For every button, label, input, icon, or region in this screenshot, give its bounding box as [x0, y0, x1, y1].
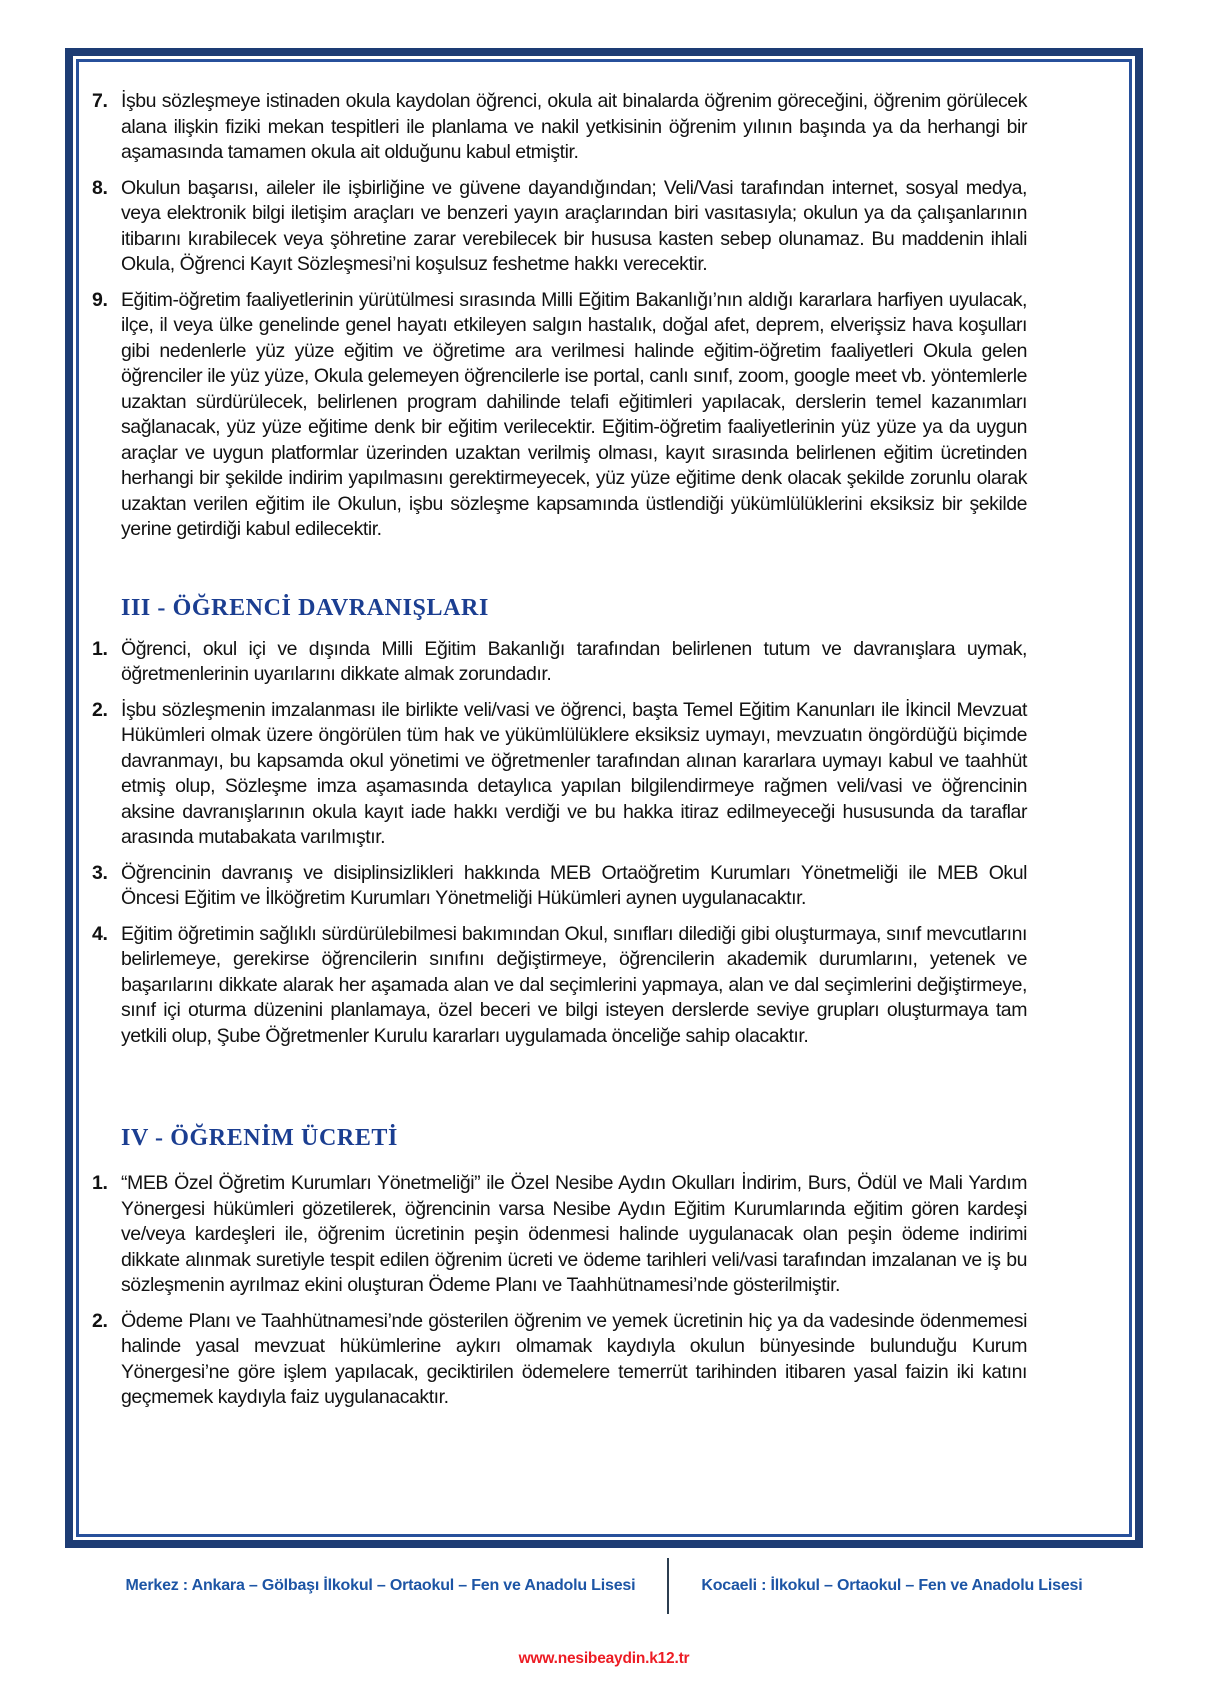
document-border-frame [65, 48, 1143, 1548]
student-behavior-clause-list [92, 637, 1027, 1050]
contract-clause [92, 89, 1027, 166]
clause-number: 2. [92, 1309, 108, 1332]
section-heading-tuition-fee: IV - ÖĞRENİM ÜCRETİ [121, 1125, 398, 1151]
clause-text: Eğitim-öğretim faaliyetlerinin yürütülmesi sırasında Milli Eğitim Bakanlığı’nın aldığı kararlara harfiyen uyulacak, ilçe, il veya ülke genelinde genel hayatı etkileyen salgın hastalık, doğal afet, deprem, elverişsiz hava koşulları gibi nedenlerle yüz yüze eğitim ve öğretime ara verilmesi halinde eğitim-öğretim faaliyetleri Okula gelen öğrenciler ile yüz yüze, Okula gelemeyen öğrencilerle ise portal, canlı sınıf, zoom, google meet vb. yöntemlerle uzaktan sürdürülecek, belirlenen program dahilinde telafi eğitimleri yapılacak, derslerin temel kazanımları sağlanacak, yüz yüze eğitime denk bir eğitim verilecektir. Eğitim-öğretim faaliyetlerinin yüz yüze ya da uygun araçlar ve uygun platformlar üzerinden uzaktan verilmiş olması, kayıt sırasında belirlenen eğitim ücretinden herhangi bir şekilde indirim yapılmasını gerektirmeyecek, yüz yüze eğitime denk olacak şekilde zorunlu olarak uzaktan verilen eğitim ile Okulun, işbu sözleşme kapsamında üstlendiği yükümlülüklerini eksiksiz bir şekilde yerine getirdiği kabul edilecektir. [121, 288, 1027, 540]
clause-number: 7. [92, 90, 108, 112]
contract-clause [92, 288, 1027, 543]
campus-footer [0, 1558, 1208, 1614]
clause-number: 2. [92, 698, 108, 721]
clause-text: İşbu sözleşmeye istinaden okula kaydolan öğrenci, okula ait binalarda öğrenim göreceğini, öğrenim görülecek alana ilişkin fiziki mekan tespitleri ile planlama ve nakil yetkisinin öğrenim yılının başında ya da herhangi bir aşamasında tamamen okula ait olduğunu kabul etmiştir. [121, 90, 1027, 163]
contract-clause [92, 637, 1027, 688]
contract-clause [92, 922, 1027, 1050]
clause-text: Okulun başarısı, aileler ile işbirliğine ve güvene dayandığından; Veli/Vasi tarafından internet, sosyal medya, veya elektronik bilgi iletişim araçları ve benzeri yayın araçlarından biri vasıtasıyla; okulun ya da çalışanlarının itibarını kırabilecek veya şöhretine zarar verebilecek bir hususa kasten sebep olunamaz. Bu maddenin ihlali Okula, Öğrenci Kayıt Sözleşmesi’ni koşulsuz feshetme hakkı verecektir. [121, 176, 1027, 275]
contract-clause [92, 1309, 1027, 1411]
contract-clause [92, 176, 1027, 278]
clause-text: Ödeme Planı ve Taahhütnamesi’nde gösterilen öğrenim ve yemek ücretinin hiç ya da vadesinde ödenmemesi halinde yasal mevzuat hükümlerine aykırı olmamak kaydıyla okulun bünyesinde bulunduğu Kurum Yönergesi’ne göre işlem yapılacak, geciktirilen ödemelere temerrüt tarihinden itibaren yasal faizin iki katını geçmemek kaydıyla faiz uygulanacaktır. [121, 1309, 1027, 1408]
general-clause-list [92, 89, 1027, 543]
contract-clause [92, 1171, 1027, 1299]
clause-text: Eğitim öğretimin sağlıklı sürdürülebilmesi bakımından Okul, sınıfları dilediği gibi oluşturmaya, sınıf mevcutlarını belirlemeye, gerekirse öğrencilerin sınıfını değiştirmeye, öğrencilerin akademik durumlarını, yetenek ve başarılarını dikkate alarak her aşamada alan ve dal seçimlerini yapmaya, alan ve dal seçimlerini değiştirmeye, sınıf içi oturma düzenini planlamaya, özel beceri ve bilgi isteyen derslerde seviye grupları oluşturmaya tam yetkili olup, Şube Öğretmenler Kurulu kararları uygulamada önceliğe sahip olacaktır. [121, 922, 1027, 1047]
clause-number: 4. [92, 922, 108, 945]
website-url-link[interactable]: www.nesibeaydin.k12.tr [518, 1650, 690, 1667]
document-border-frame-inner [76, 59, 1132, 1537]
clause-number: 1. [92, 1172, 108, 1194]
section-heading-student-behavior: III - ÖĞRENCİ DAVRANIŞLARI [121, 594, 489, 621]
tuition-fee-clause-list [92, 1171, 1027, 1411]
clause-text: Öğrencinin davranış ve disiplinsizlikleri hakkında MEB Ortaöğretim Kurumları Yönetmeliği ile MEB Okul Öncesi Eğitim ve İlköğretim Kurumları Yönetmeliği Hükümleri aynen uygulanacaktır. [121, 861, 1027, 909]
contract-clause [92, 861, 1027, 912]
contract-clause [92, 698, 1027, 851]
clause-text: Öğrenci, okul içi ve dışında Milli Eğitim Bakanlığı tarafından belirlenen tutum ve davranışlara uymak, öğretmenlerinin uyarılarını dikkate almak zorundadır. [121, 637, 1027, 685]
clause-number: 3. [92, 861, 108, 884]
footer-divider [667, 1558, 669, 1614]
footer-campus-merkez: Merkez : Ankara – Gölbaşı İlkokul – Ortaokul – Fen ve Anadolu Lisesi [125, 1577, 636, 1594]
clause-text: “MEB Özel Öğretim Kurumları Yönetmeliği” ile Özel Nesibe Aydın Okulları İndirim, Burs, Ödül ve Mali Yardım Yönergesi hükümleri gözetilerek, öğrencinin varsa Nesibe Aydın Eğitim Kurumlarında eğitim gören kardeşi ve/veya kardeşleri ile, öğrenim ücretinin peşin ödenmesi halinde uygulanacak olan peşin ödeme indirimi dikkate alınmak suretiyle tespit edilen öğrenim ücreti ve ödeme tarihleri veli/vasi tarafından imzalanan ve iş bu sözleşmenin ayrılmaz ekini oluşturan Ödeme Planı ve Taahhütnamesi’nde gösterilmiştir. [121, 1172, 1027, 1296]
clause-number: 1. [92, 637, 108, 660]
contract-body [79, 62, 1129, 1419]
clause-number: 9. [92, 288, 108, 311]
footer-campus-kocaeli: Kocaeli : İlkokul – Ortaokul – Fen ve Anadolu Lisesi [701, 1577, 1083, 1594]
clause-text: İşbu sözleşmenin imzalanması ile birlikte veli/vasi ve öğrenci, başta Temel Eğitim Kanunları ile İkincil Mevzuat Hükümleri olmak üzere öngörülen tüm hak ve yükümlülüklere eksiksiz uymayı, mevzuatın öngördüğü biçimde davranmayı, bu kapsamda okul yönetimi ve öğretmenler tarafından alınan kararlara uymayı kabul ve taahhüt etmiş olup, Sözleşme imza aşamasında detaylıca yapılan bilgilendirmeye rağmen veli/vasi ve öğrencinin aksine davranışlarının okula kayıt iade hakkı verdiği ve bu hakka itiraz edilmeyeceği hususunda da taraflar arasında mutabakata varılmıştır. [121, 698, 1027, 848]
clause-number: 8. [92, 176, 108, 199]
